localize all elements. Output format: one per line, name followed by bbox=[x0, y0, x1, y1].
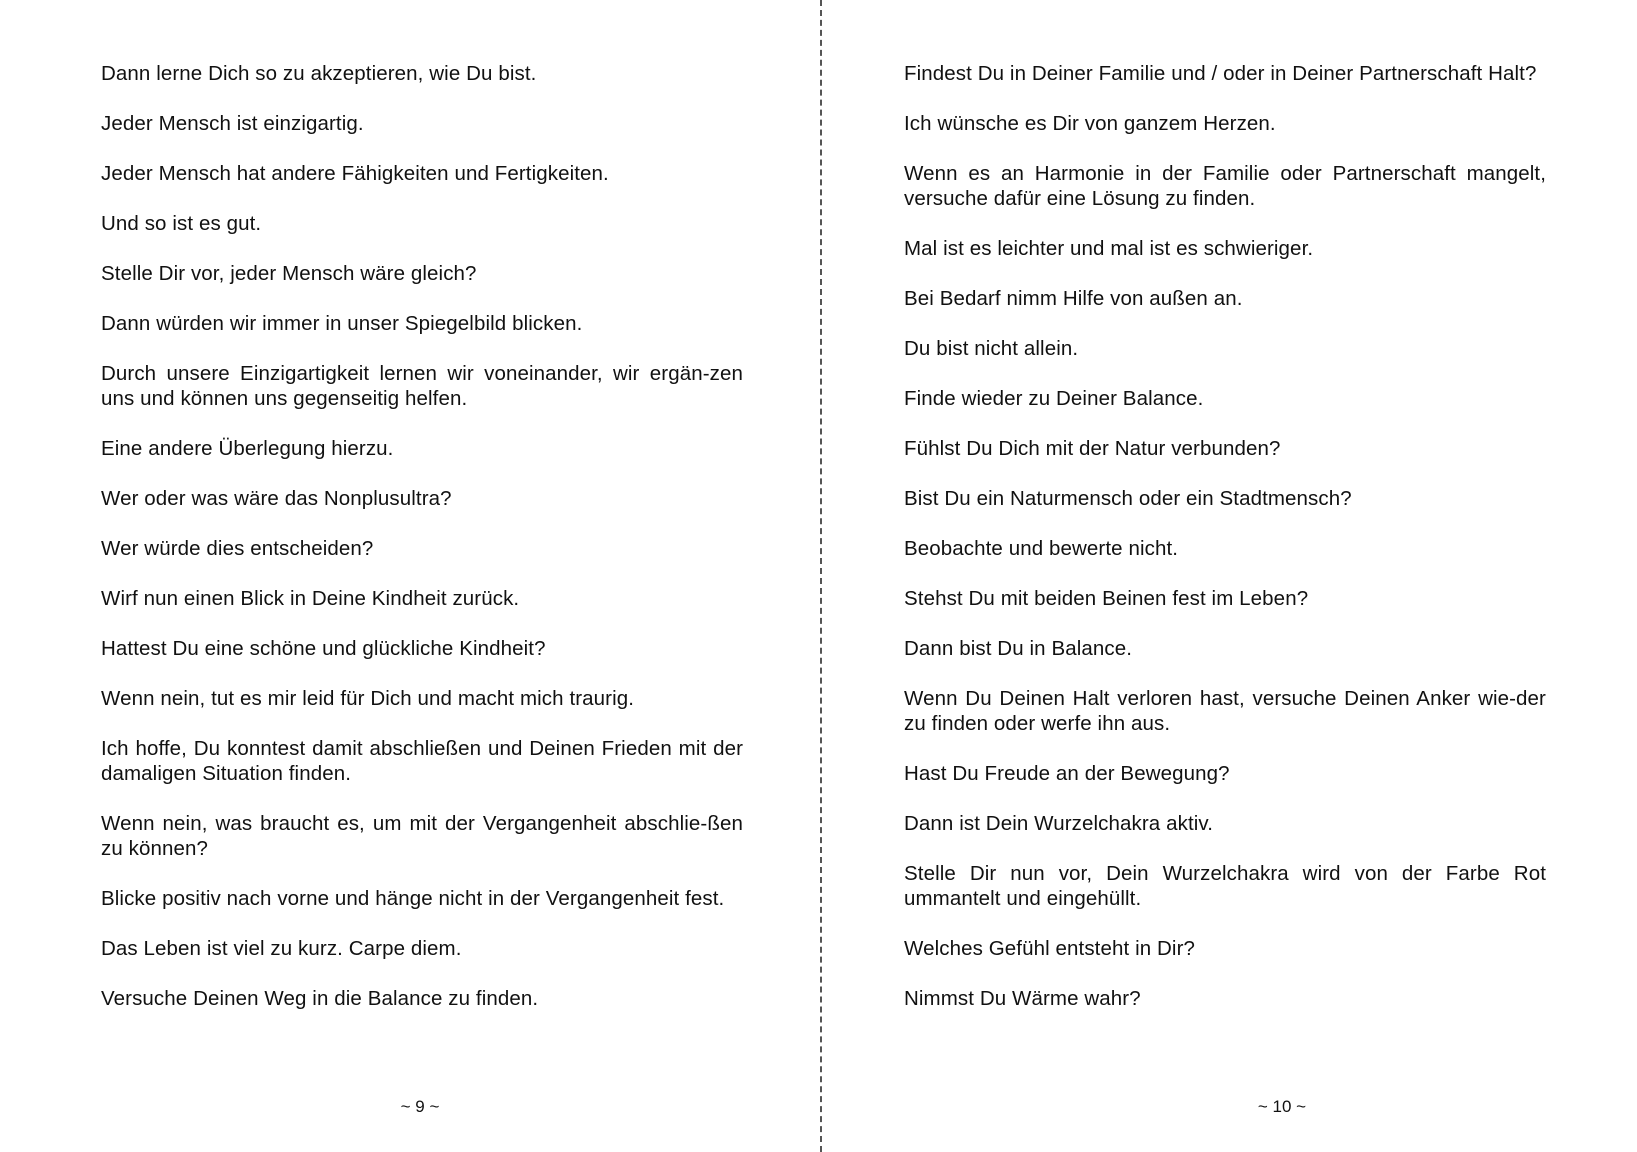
paragraph: Durch unsere Einzigartigkeit lernen wir voneinander, wir ergän-zen uns und können uns gegenseitig helfen. bbox=[101, 362, 743, 410]
paragraph: Hattest Du eine schöne und glückliche Kindheit? bbox=[101, 637, 546, 660]
paragraph: Eine andere Überlegung hierzu. bbox=[101, 437, 394, 460]
paragraph: Fühlst Du Dich mit der Natur verbunden? bbox=[904, 437, 1281, 460]
paragraph: Stelle Dir vor, jeder Mensch wäre gleich? bbox=[101, 262, 477, 285]
paragraph: Ich wünsche es Dir von ganzem Herzen. bbox=[904, 112, 1276, 135]
paragraph: Jeder Mensch hat andere Fähigkeiten und Fertigkeiten. bbox=[101, 162, 609, 185]
paragraph: Und so ist es gut. bbox=[101, 212, 262, 235]
right-page bbox=[826, 0, 1637, 1152]
paragraph: Finde wieder zu Deiner Balance. bbox=[904, 387, 1204, 410]
left-page-text bbox=[101, 61, 743, 1036]
paragraph: Wenn nein, was braucht es, um mit der Vergangenheit abschlie-ßen zu können? bbox=[101, 812, 743, 860]
paragraph: Bist Du ein Naturmensch oder ein Stadtmensch? bbox=[904, 487, 1352, 510]
paragraph: Bei Bedarf nimm Hilfe von außen an. bbox=[904, 287, 1243, 310]
paragraph: Mal ist es leichter und mal ist es schwieriger. bbox=[904, 237, 1314, 260]
paragraph: Wer würde dies entscheiden? bbox=[101, 537, 374, 560]
paragraph: Wirf nun einen Blick in Deine Kindheit zurück. bbox=[101, 587, 520, 610]
left-page bbox=[0, 0, 816, 1152]
paragraph: Blicke positiv nach vorne und hänge nicht in der Vergangenheit fest. bbox=[101, 887, 725, 910]
paragraph: Versuche Deinen Weg in die Balance zu finden. bbox=[101, 987, 539, 1010]
paragraph: Dann würden wir immer in unser Spiegelbild blicken. bbox=[101, 312, 583, 335]
right-page-text bbox=[904, 61, 1546, 1036]
paragraph: Dann lerne Dich so zu akzeptieren, wie Du bist. bbox=[101, 62, 537, 85]
page-number-right: ~ 10 ~ bbox=[1257, 1097, 1307, 1116]
page-gutter-divider bbox=[820, 0, 822, 1152]
paragraph: Stehst Du mit beiden Beinen fest im Leben? bbox=[904, 587, 1309, 610]
paragraph: Wenn Du Deinen Halt verloren hast, versuche Deinen Anker wie-der zu finden oder werfe ihn aus. bbox=[904, 687, 1546, 735]
paragraph: Nimmst Du Wärme wahr? bbox=[904, 987, 1141, 1010]
paragraph: Wenn nein, tut es mir leid für Dich und macht mich traurig. bbox=[101, 687, 635, 710]
paragraph: Das Leben ist viel zu kurz. Carpe diem. bbox=[101, 937, 462, 960]
paragraph: Stelle Dir nun vor, Dein Wurzelchakra wird von der Farbe Rot ummantelt und eingehüllt. bbox=[904, 862, 1546, 910]
page-number-left: ~ 9 ~ bbox=[400, 1097, 440, 1116]
paragraph: Ich hoffe, Du konntest damit abschließen und Deinen Frieden mit der damaligen Situation finden. bbox=[101, 737, 743, 785]
paragraph: Wenn es an Harmonie in der Familie oder Partnerschaft mangelt, versuche dafür eine Lösung zu finden. bbox=[904, 162, 1546, 210]
paragraph: Dann ist Dein Wurzelchakra aktiv. bbox=[904, 812, 1214, 835]
paragraph: Findest Du in Deiner Familie und / oder in Deiner Partnerschaft Halt? bbox=[904, 62, 1537, 85]
paragraph: Wer oder was wäre das Nonplusultra? bbox=[101, 487, 452, 510]
paragraph: Du bist nicht allein. bbox=[904, 337, 1079, 360]
paragraph: Hast Du Freude an der Bewegung? bbox=[904, 762, 1230, 785]
paragraph: Beobachte und bewerte nicht. bbox=[904, 537, 1179, 560]
paragraph: Dann bist Du in Balance. bbox=[904, 637, 1133, 660]
paragraph: Jeder Mensch ist einzigartig. bbox=[101, 112, 364, 135]
paragraph: Welches Gefühl entsteht in Dir? bbox=[904, 937, 1196, 960]
